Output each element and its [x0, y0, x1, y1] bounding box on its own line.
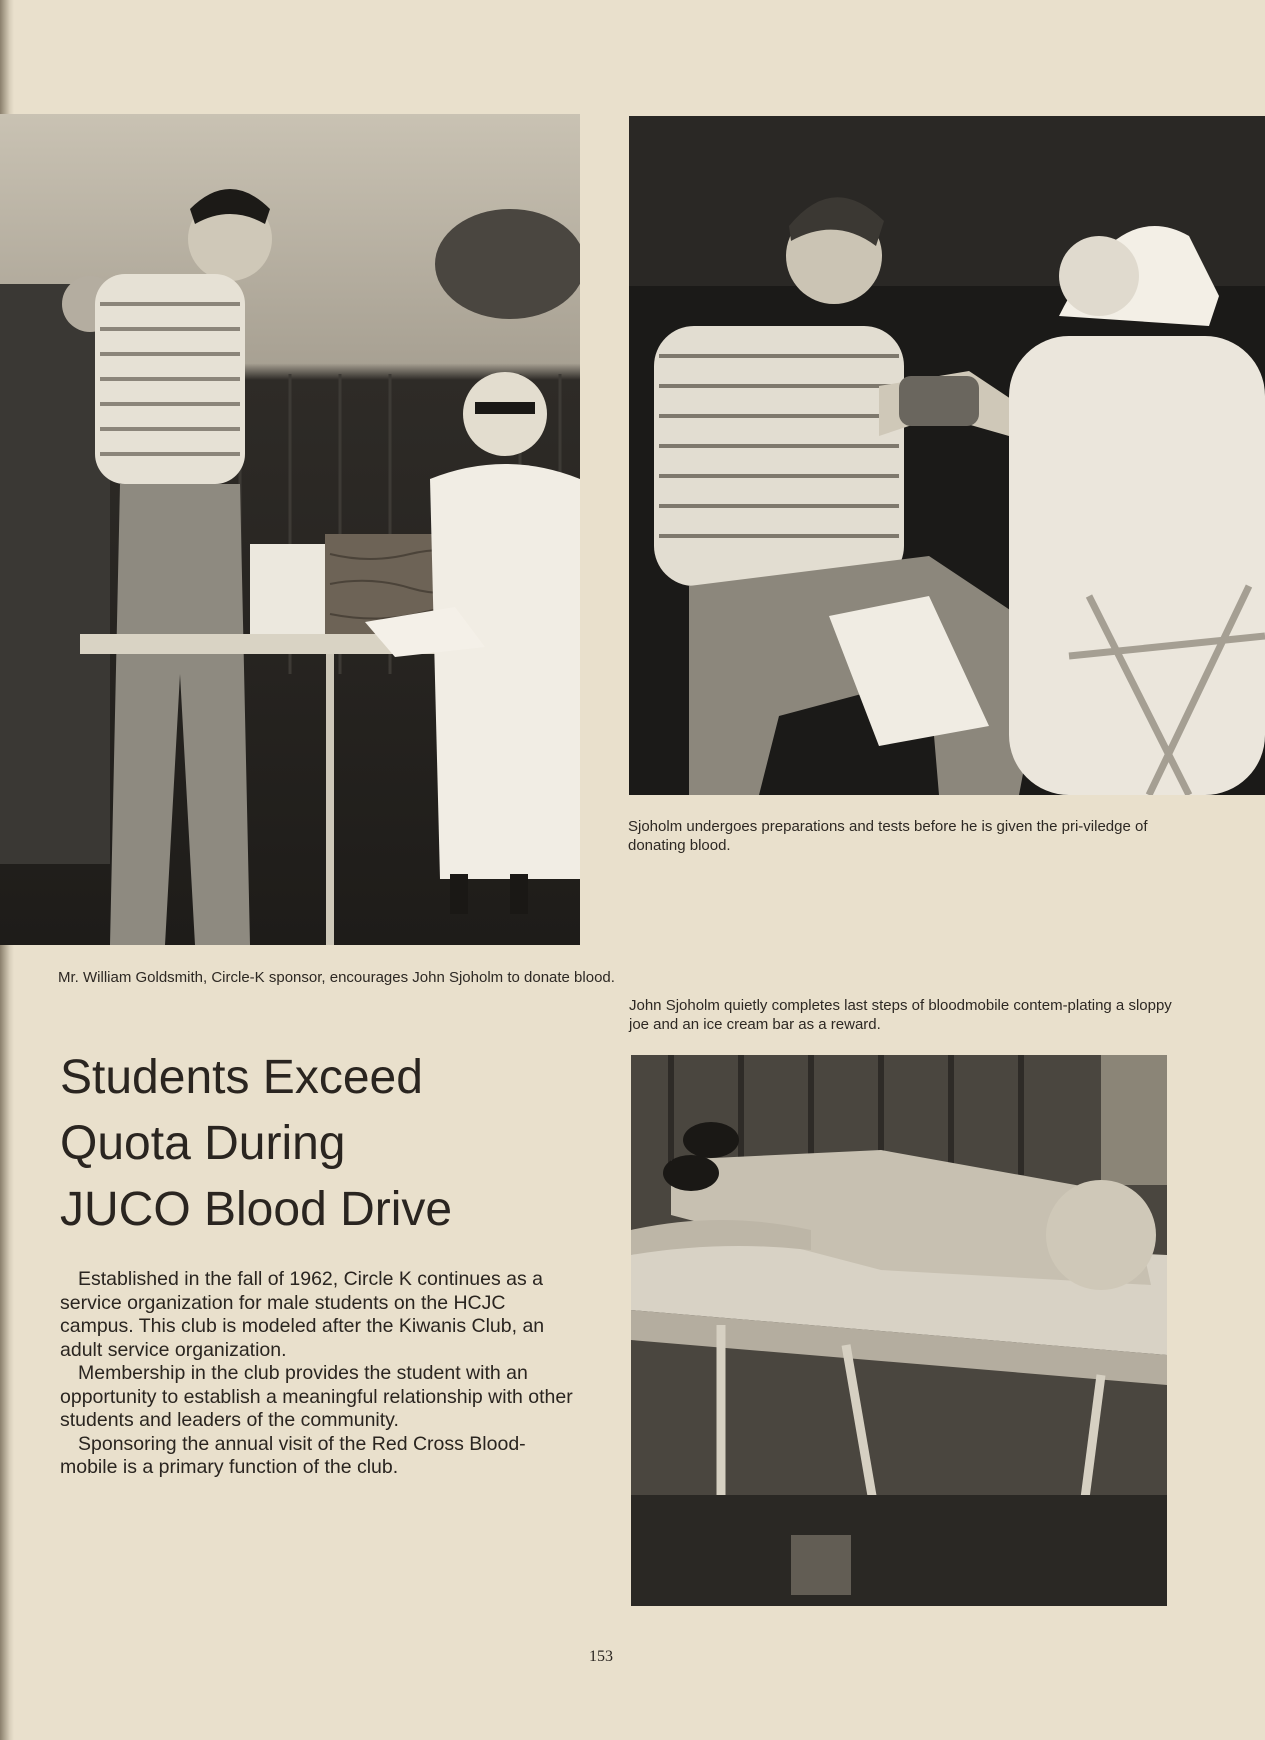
headline-line-3: JUCO Blood Drive — [60, 1183, 453, 1236]
photo-blood-pressure-illustration — [629, 116, 1265, 795]
headline-line-2: Quota During — [60, 1117, 346, 1170]
photo-donating-blood — [631, 1055, 1167, 1606]
photo-registration-illustration — [0, 114, 580, 945]
caption-donation: John Sjoholm quietly completes last steps of bloodmobile contem-plating a sloppy joe and an ice cream bar as a reward. — [629, 997, 1172, 1033]
photo-blood-pressure-test — [629, 116, 1265, 795]
body-paragraph-3: Sponsoring the annual visit of the Red Cross Blood-mobile is a primary function of the club. — [60, 1432, 526, 1478]
article-body — [60, 1268, 582, 1480]
photo-registration-table — [0, 114, 580, 945]
caption-blood-pressure: Sjoholm undergoes preparations and tests before he is given the pri-viledge of donating blood. — [628, 818, 1148, 854]
caption-registration: Mr. William Goldsmith, Circle-K sponsor, encourages John Sjoholm to donate blood. — [58, 969, 615, 986]
body-paragraph-1: Established in the fall of 1962, Circle K continues as a service organization for male students on the HCJC campus. This club is modeled after the Kiwanis Club, an adult service organization. — [60, 1268, 545, 1361]
body-paragraph-2: Membership in the club provides the student with an opportunity to establish a meaningful relationship with other students and leaders of the community. — [60, 1362, 573, 1431]
photo-donation-illustration — [631, 1055, 1167, 1606]
headline-line-1: Students Exceed — [60, 1051, 423, 1104]
page-number: 153 — [589, 1648, 613, 1665]
article-headline — [60, 1045, 620, 1243]
